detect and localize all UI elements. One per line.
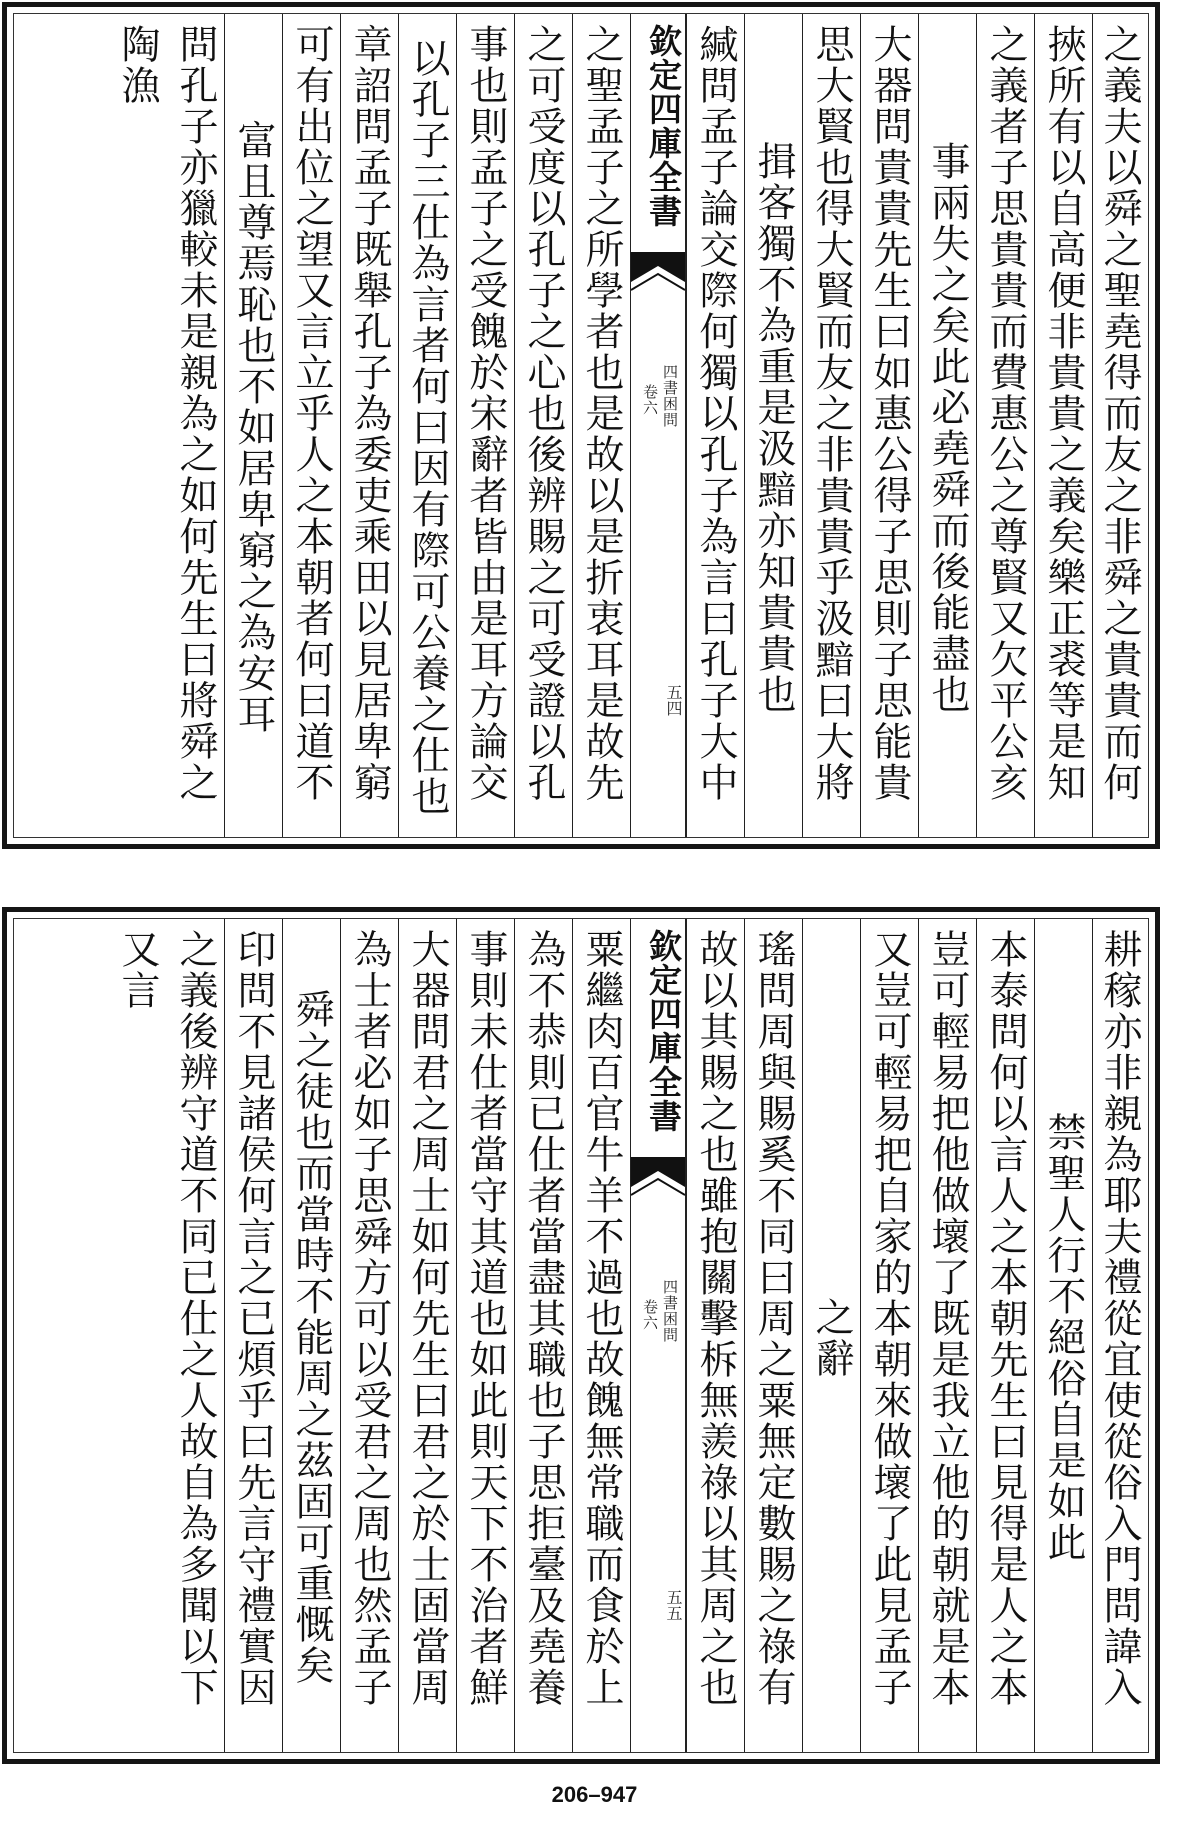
- column-10: [514, 14, 572, 837]
- column-8: [686, 14, 744, 837]
- column-4: [918, 919, 976, 1752]
- column-9: [572, 919, 630, 1752]
- book-title: 欽定四庫全書: [644, 24, 683, 228]
- volume-label: 卷六: [641, 384, 659, 416]
- column-text: 事則未仕者當守其道也如此則天下不治者鮮: [463, 929, 508, 1708]
- column-16: [14, 14, 224, 837]
- column-5: [860, 919, 918, 1752]
- column-13: [340, 919, 398, 1752]
- column-12: [398, 14, 456, 837]
- column-text: 印問不見諸侯何言之已煩乎曰先言守禮實因: [231, 929, 276, 1708]
- column-1: [1092, 14, 1148, 837]
- column-2: [1034, 14, 1092, 837]
- folio-number: 五五: [664, 1589, 683, 1621]
- fishtail-ornament: [631, 1157, 685, 1203]
- fishtail-ornament: [631, 252, 685, 298]
- lower-page-panel: [2, 907, 1160, 1764]
- column-3: [976, 919, 1034, 1752]
- column-text: 為不恭則已仕者當盡其職也子思拒臺及堯養: [521, 929, 566, 1708]
- column-14: [282, 14, 340, 837]
- column-text: 之義後辨守道不同已仕之人故自為多聞以下又言: [115, 929, 218, 1708]
- book-subtitle: 四書困問: [661, 364, 679, 428]
- lower-page-text-frame: [13, 918, 1149, 1753]
- column-text: 之義夫以舜之聖堯得而友之非舜之貴貴而何: [1097, 24, 1142, 803]
- column-text: 故以其賜之也雖抱關擊柝無羨祿以其周之也: [693, 929, 738, 1708]
- column-text: 本泰問何以言人之本朝先生曰見得是人之本: [983, 929, 1028, 1708]
- column-text: 事也則孟子之受餽於宋辭者皆由是耳方論交: [463, 24, 508, 803]
- column-text: 瑤問周與賜奚不同曰周之粟無定數賜之祿有: [751, 929, 796, 1708]
- column-text: 之聖孟子之所學者也是故以是折衷耳是故先: [579, 24, 624, 803]
- column-text: 耕稼亦非親為耶夫禮從宜使從俗入門問諱入: [1097, 929, 1142, 1708]
- column-text: 揖客獨不為重是汲黯亦知貴貴也: [751, 140, 796, 715]
- center-fold-column: [630, 14, 686, 837]
- column-text: 事兩失之矣此必堯舜而後能盡也: [925, 140, 970, 715]
- column-text: 粟繼肉百官牛羊不過也故餽無常職而食於上: [579, 929, 624, 1708]
- column-text: 之可受度以孔子之心也後辨賜之可受證以孔: [521, 24, 566, 803]
- column-1: [1092, 919, 1148, 1752]
- column-10: [514, 919, 572, 1752]
- column-7: [744, 14, 802, 837]
- column-11: [456, 14, 514, 837]
- column-text: 之辭: [809, 1296, 854, 1379]
- column-text: 大器問君之周士如何先生曰君之於士固當周: [405, 929, 450, 1708]
- column-6: [802, 919, 860, 1752]
- column-text: 禁聖人行不絕俗自是如此: [1041, 1112, 1086, 1563]
- upper-page-text-frame: [13, 13, 1149, 838]
- upper-page-panel: [2, 2, 1160, 849]
- volume-label: 卷六: [641, 1299, 659, 1331]
- column-3: [976, 14, 1034, 837]
- column-14: [282, 919, 340, 1752]
- column-text: 為士者必如子思舜方可以受君之周也然孟子: [347, 929, 392, 1708]
- column-text: 可有出位之望又言立乎人之本朝者何曰道不: [289, 24, 334, 803]
- column-text: 章詔問孟子既舉孔子為委吏乘田以見居卑窮: [347, 24, 392, 803]
- column-text: 問孔子亦獵較未是親為之如何先生曰將舜之陶漁: [115, 24, 218, 803]
- column-13: [340, 14, 398, 837]
- column-12: [398, 919, 456, 1752]
- column-16: [14, 919, 224, 1752]
- column-2: [1034, 919, 1092, 1752]
- column-text: 富且尊焉恥也不如居卑窮之為安耳: [231, 120, 276, 735]
- center-fold-column: [630, 919, 686, 1752]
- column-text: 挾所有以自高便非貴貴之義矣樂正裘等是知: [1041, 24, 1086, 803]
- column-text: 舜之徒也而當時不能周之茲固可重慨矣: [289, 989, 334, 1686]
- book-title: 欽定四庫全書: [644, 929, 683, 1133]
- column-text: 大器問貴貴先生曰如惠公得子思則子思能貴: [867, 24, 912, 803]
- column-text: 之義者子思貴貴而費惠公之尊賢又欠平公亥: [983, 24, 1028, 803]
- page-number: 206–947: [551, 1782, 638, 1807]
- column-5: [860, 14, 918, 837]
- column-7: [744, 919, 802, 1752]
- column-15: [224, 919, 282, 1752]
- column-6: [802, 14, 860, 837]
- column-text: 以孔子三仕為言者何曰因有際可公養之仕也: [405, 38, 450, 817]
- column-9: [572, 14, 630, 837]
- folio-number: 五四: [664, 684, 683, 716]
- column-text: 思大賢也得大賢而友之非貴貴乎汲黯曰大將: [809, 24, 854, 803]
- column-text: 緘問孟子論交際何獨以孔子為言曰孔子大中: [693, 24, 738, 803]
- column-11: [456, 919, 514, 1752]
- column-text: 豈可輕易把他做壞了既是我立他的朝就是本: [925, 929, 970, 1708]
- book-subtitle: 四書困問: [661, 1279, 679, 1343]
- column-text: 又豈可輕易把自家的本朝來做壞了此見孟子: [867, 929, 912, 1708]
- column-4: [918, 14, 976, 837]
- column-8: [686, 919, 744, 1752]
- column-15: [224, 14, 282, 837]
